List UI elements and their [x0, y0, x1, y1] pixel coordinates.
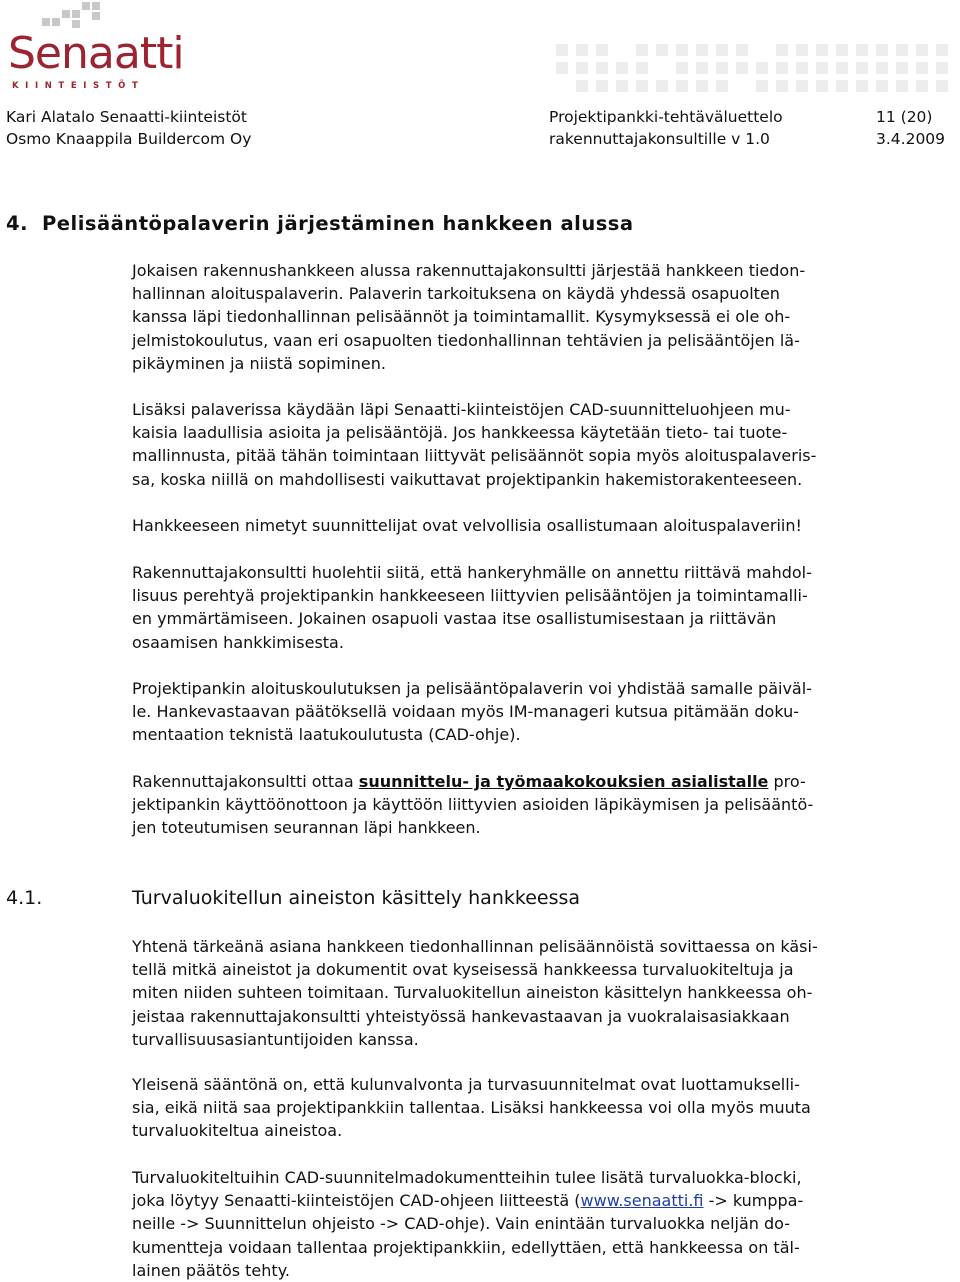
senaatti-logo — [6, 0, 196, 100]
section-4-1-paragraph-2: Yleisenä sääntönä on, että kulunvalvonta ja turvasuunnitelmat ovat luottamukselli- sia, eikä niitä saa projektipankkiin tallentaa. Lisäksi hankkeessa voi olla myös muuta turvaluokiteltua aineistoa. — [132, 1075, 811, 1141]
header-page-number: 11 (20) — [876, 108, 933, 126]
section-4-number: 4. — [6, 212, 28, 235]
meeting-agenda-emphasis: suunnittelu- ja työmaakokouksien asialistalle — [358, 772, 769, 791]
section-4-1-number: 4.1. — [6, 887, 43, 909]
decorative-grid-icon — [556, 44, 956, 96]
header-doc-subtitle: rakennuttajakonsultille v 1.0 — [549, 130, 770, 148]
section-4-paragraph-5: Projektipankin aloituskoulutuksen ja pelisääntöpalaverin voi yhdistää samalle päiväl- le. Hankevastaavan päätöksellä voidaan myös IM-manageri kutsua pitämään doku- mentaation teknistä laatukoulutusta (CAD-ohje). — [132, 679, 812, 745]
p6-text-end: pro- jektipankin käyttöönottoon ja käyttöön liittyvien asioiden läpikäymisen ja pelisääntö- jen toteutumisen seurannan läpi hankkeen. — [132, 772, 814, 838]
section-4-paragraph-2: Lisäksi palaverissa käydään läpi Senaatti-kiinteistöjen CAD-suunnitteluohjeen mu- kaisia laadullisia asioita ja pelisääntöjä. Jos hankkeessa käytetään tieto- tai tuote- mallinnusta, pitää tähän toimintaan liittyvät pelisäännöt sopia myös aloituspalaveris- sa, koska niillä on mahdollisesti vaikuttavat projektipankin hakemistorakenteeseen. — [132, 400, 817, 489]
section-4-paragraph-4: Rakennuttajakonsultti huolehtii siitä, että hankeryhmälle on annettu riittävä mahdol- lisuus perehtyä projektipankin hankkeeseen liittyvien pelisääntöjen ja toimintamalli- en ymmärtämiseen. Jokainen osapuoli vastaa itse osallistumisestaan ja riittävän osaamisen hankkimisesta. — [132, 563, 812, 652]
section-4-1-heading — [6, 887, 580, 909]
header-author-2: Osmo Knaappila Buildercom Oy — [6, 130, 252, 148]
section-4-1-title: Turvaluokitellun aineiston käsittely hankkeessa — [132, 887, 581, 909]
logo-wordmark: Senaatti — [8, 28, 184, 79]
header-doc-title: Projektipankki-tehtäväluettelo — [549, 108, 783, 126]
p6-text-start: Rakennuttajakonsultti ottaa — [132, 772, 359, 791]
senaatti-website-link[interactable]: www.senaatti.fi — [580, 1191, 704, 1211]
header-date: 3.4.2009 — [876, 130, 946, 148]
section-4-paragraph-3: Hankkeeseen nimetyt suunnittelijat ovat velvollisia osallistumaan aloituspalaveriin! — [132, 516, 802, 535]
header-author-1: Kari Alatalo Senaatti-kiinteistöt — [6, 108, 247, 126]
logo-subtitle: KIINTEISTÖT — [12, 81, 145, 91]
section-4-paragraph-1: Jokaisen rakennushankkeen alussa rakennuttajakonsultti järjestää hankkeen tiedon- hallinnan aloituspalaverin. Palaverin tarkoituksena on käydä yhdessä osapuolten kanssa läpi tiedonhallinnan pelisäännöt ja toimintamallit. Kysymyksessä ei ole oh- jelmistokoulutus, vaan eri osapuolten tiedonhallinnan tehtävien ja pelisääntöjen lä- pikäyminen ja niistä sopiminen. — [132, 261, 806, 373]
section-4-heading — [6, 212, 634, 235]
p3-text-end: -> kumppa- neille -> Suunnittelun ohjeisto -> CAD-ohje). Vain enintään turvaluokka neljän do- kumentteja voidaan tallentaa projektipankkiin, edellyttäen, että hankkeessa on täl- lainen päätös tehty. — [132, 1191, 804, 1280]
p3-text-start: Turvaluokiteltuihin CAD-suunnitelmadokumentteihin tulee lisätä turvaluokka-blocki, joka löytyy Senaatti-kiinteistöjen CAD-ohjeen liitteestä ( — [132, 1168, 802, 1211]
section-4-1-paragraph-1: Yhtenä tärkeänä asiana hankkeen tiedonhallinnan pelisäännöistä sovittaessa on käsi- tellä mitkä aineistot ja dokumentit ovat kyseisessä hankkeessa turvaluokiteltuja ja miten niiden suhteen toimitaan. Turvaluokitellun aineiston käsittelyn hankkeessa oh- jeistaa rakennuttajakonsultti yhteistyössä hankevastaavan ja vuokralaisasiakkaan turvallisuusasiantuntijoiden kanssa. — [132, 937, 818, 1049]
section-4-title: Pelisääntöpalaverin järjestäminen hankkeen alussa — [42, 212, 634, 235]
section-4-paragraph-6 — [132, 770, 932, 840]
section-4-1-paragraph-3 — [132, 1166, 932, 1282]
